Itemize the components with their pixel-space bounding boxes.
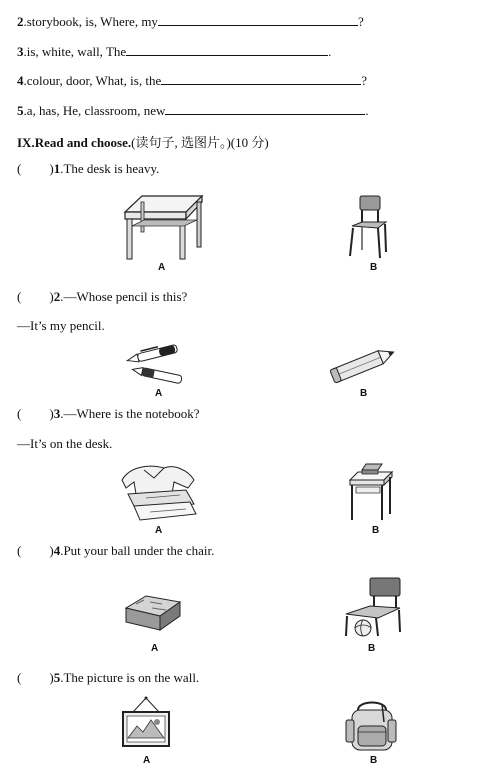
item-end: . bbox=[328, 44, 332, 59]
section-title: IX.Read and choose. bbox=[17, 135, 132, 150]
item-number: 5 bbox=[17, 103, 24, 118]
question-number: 1 bbox=[53, 161, 61, 176]
option-a-label: A bbox=[155, 388, 163, 399]
reorder-item-5 bbox=[17, 103, 369, 119]
question-number: 3 bbox=[53, 406, 61, 421]
reorder-item-4 bbox=[17, 73, 367, 89]
reorder-item-3 bbox=[17, 44, 331, 60]
question-number: 2 bbox=[53, 289, 61, 304]
item-words: .storybook, is, Where, my bbox=[23, 14, 158, 29]
option-b-label: B bbox=[370, 755, 378, 766]
answer-paren-open[interactable]: ( bbox=[17, 161, 22, 176]
option-b-label: B bbox=[360, 388, 368, 399]
clothes-pile-icon[interactable] bbox=[116, 460, 200, 522]
backpack-icon[interactable] bbox=[344, 698, 400, 754]
question-5 bbox=[17, 670, 199, 686]
chair-icon[interactable] bbox=[348, 194, 388, 262]
answer-paren-open[interactable]: ( bbox=[17, 406, 22, 421]
question-text: .The picture is on the wall. bbox=[60, 670, 200, 685]
answer-blank[interactable] bbox=[158, 14, 358, 26]
ball-under-chair-icon[interactable] bbox=[342, 576, 404, 638]
question-number: 4 bbox=[53, 543, 61, 558]
answer-blank[interactable] bbox=[165, 103, 365, 115]
question-text: .—Where is the notebook? bbox=[60, 406, 200, 421]
question-3-reply: —It’s on the desk. bbox=[17, 436, 113, 451]
pencil-icon[interactable] bbox=[328, 346, 400, 382]
item-end: . bbox=[365, 103, 369, 118]
answer-paren-close: ) bbox=[49, 406, 54, 421]
question-3 bbox=[17, 406, 200, 422]
answer-paren-open[interactable]: ( bbox=[17, 543, 22, 558]
answer-paren-close: ) bbox=[49, 289, 54, 304]
item-words: .colour, door, What, is, the bbox=[23, 73, 162, 88]
answer-blank[interactable] bbox=[161, 73, 361, 85]
option-b-label: B bbox=[370, 262, 378, 273]
answer-paren-close: ) bbox=[49, 670, 54, 685]
section-note: (读句子, 选图片。)(10 分) bbox=[131, 135, 269, 150]
option-b-label: B bbox=[368, 643, 376, 654]
answer-paren-close: ) bbox=[49, 543, 54, 558]
item-words: .a, has, He, classroom, new bbox=[23, 103, 166, 118]
question-text: .The desk is heavy. bbox=[60, 161, 160, 176]
option-a-label: A bbox=[151, 643, 159, 654]
question-4 bbox=[17, 543, 214, 559]
option-a-label: A bbox=[158, 262, 166, 273]
desk-icon[interactable] bbox=[120, 192, 205, 262]
question-2 bbox=[17, 289, 187, 305]
question-2-reply: —It’s my pencil. bbox=[17, 318, 105, 333]
pens-icon[interactable] bbox=[124, 344, 186, 386]
question-number: 5 bbox=[53, 670, 61, 685]
item-end: ? bbox=[361, 73, 367, 88]
answer-blank[interactable] bbox=[126, 44, 328, 56]
reorder-item-2 bbox=[17, 14, 364, 30]
book-on-desk-icon[interactable] bbox=[348, 458, 394, 524]
item-words: .is, white, wall, The bbox=[23, 44, 127, 59]
item-end: ? bbox=[357, 14, 364, 29]
box-icon[interactable] bbox=[122, 592, 184, 632]
option-a-label: A bbox=[143, 755, 151, 766]
option-a-label: A bbox=[155, 525, 163, 536]
picture-frame-icon[interactable] bbox=[121, 696, 171, 748]
section-heading bbox=[17, 132, 269, 151]
answer-paren-close: ) bbox=[49, 161, 54, 176]
item-number: 4 bbox=[17, 73, 24, 88]
option-b-label: B bbox=[372, 525, 380, 536]
item-number: 2 bbox=[17, 14, 24, 29]
question-1 bbox=[17, 161, 159, 177]
item-number: 3 bbox=[17, 44, 24, 59]
question-text: .Put your ball under the chair. bbox=[60, 543, 215, 558]
answer-paren-open[interactable]: ( bbox=[17, 670, 22, 685]
answer-paren-open[interactable]: ( bbox=[17, 289, 22, 304]
question-text: .—Whose pencil is this? bbox=[60, 289, 188, 304]
